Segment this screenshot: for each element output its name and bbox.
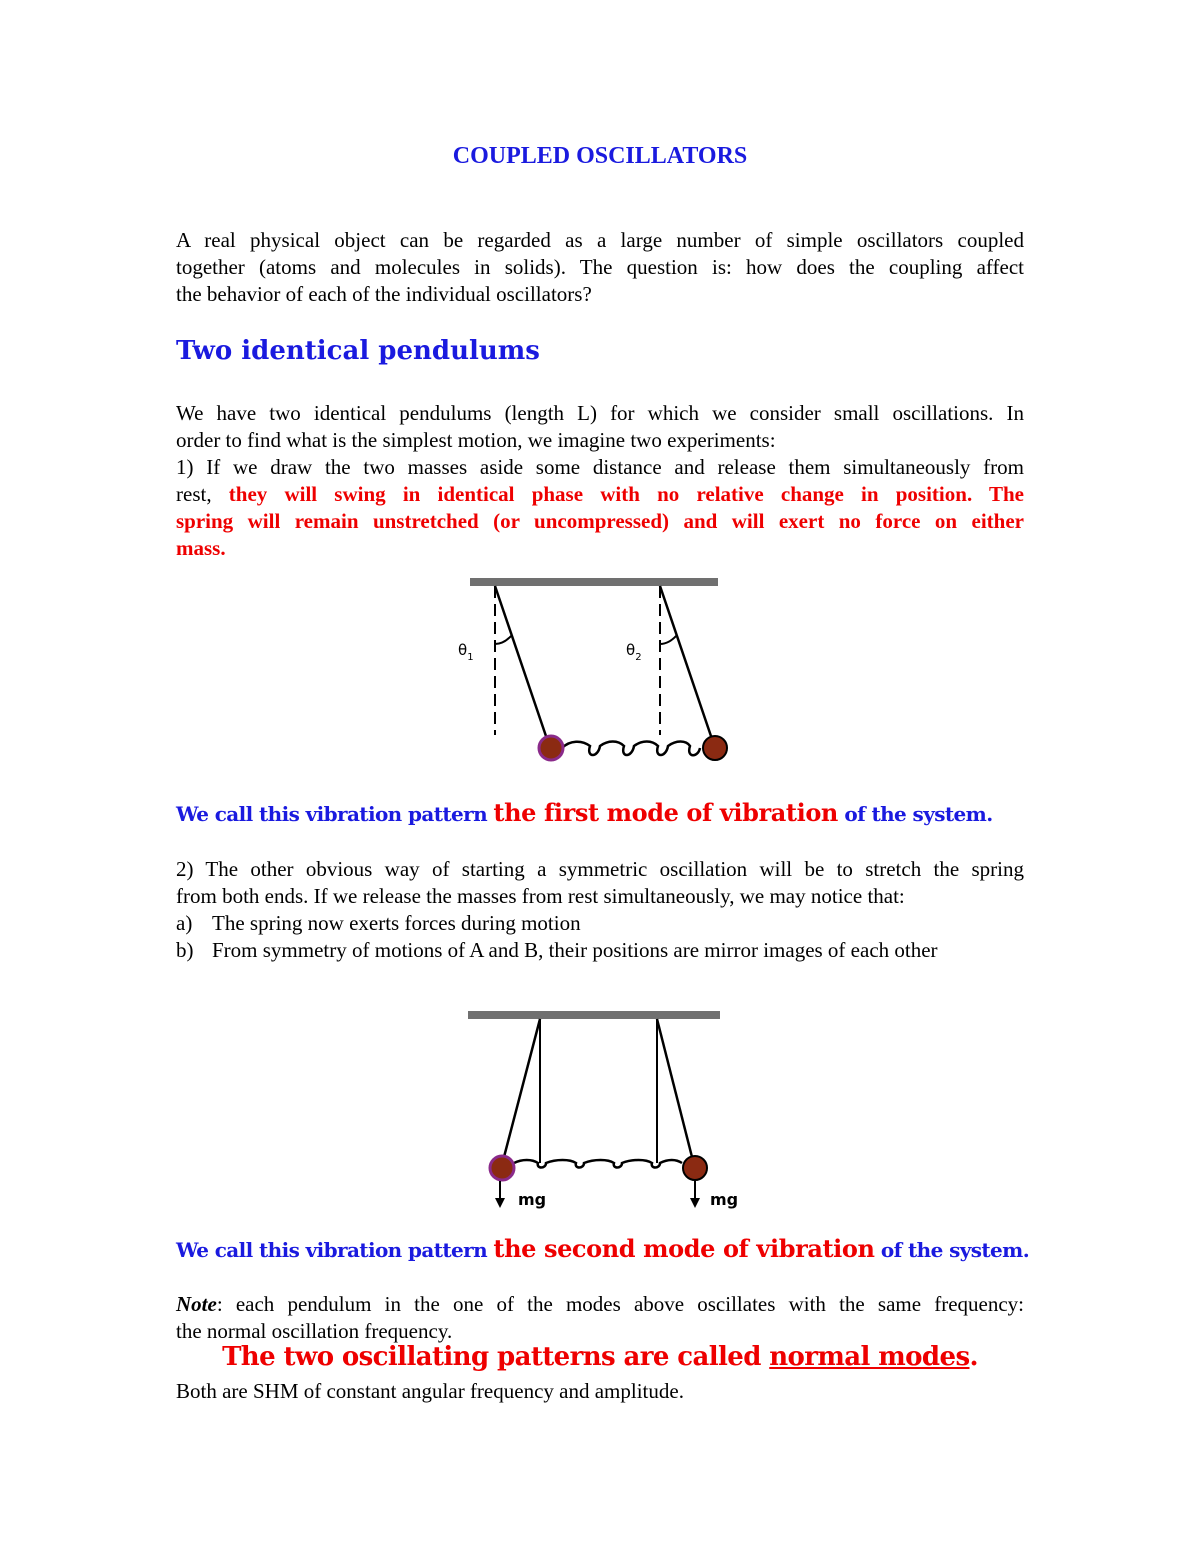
note-text-1: : each pendulum in the one of the modes above oscillates with the same frequency: — [216, 1292, 1024, 1316]
section-heading: Two identical pendulums — [176, 336, 540, 366]
exp1-line-2 — [176, 481, 1024, 508]
caption1-highlight: the first mode of vibration — [493, 798, 838, 827]
right-mg-label: mg — [710, 1190, 739, 1209]
exp1-line-1: 1) If we draw the two masses aside some distance and release them simultaneously from — [176, 455, 1024, 479]
normal-modes-statement — [0, 1342, 1200, 1372]
final-line: Both are SHM of constant angular frequency and amplitude. — [176, 1379, 684, 1403]
note-line-1 — [176, 1291, 1024, 1318]
para1-line-1: We have two identical pendulums (length L) for which we consider small oscillations. In — [176, 401, 1024, 425]
list-item — [176, 937, 1024, 964]
left-mass — [490, 1156, 514, 1180]
exp1-line-2-black: rest, — [176, 482, 229, 506]
list-text: The spring now exerts forces during motion — [212, 911, 581, 935]
exp1-line-3-red: spring will remain unstretched (or uncompressed) and will exert no force on either — [176, 509, 1024, 533]
intro-paragraph — [176, 227, 1024, 308]
experiment-2-list — [176, 910, 1024, 964]
exp1-line-4-red: mass. — [176, 536, 226, 560]
intro-line-1: A real physical object can be regarded as a large number of simple oscillators coupled — [176, 228, 1024, 252]
experiment-intro-paragraph — [176, 400, 1024, 562]
list-marker: a) — [176, 911, 193, 935]
coil-spring — [562, 742, 700, 756]
note-line-2: the normal oscillation frequency. — [176, 1319, 453, 1343]
caption2-post: of the system. — [874, 1238, 1030, 1262]
right-weight-arrowhead — [690, 1198, 700, 1208]
right-mass — [703, 736, 727, 760]
left-weight-arrowhead — [495, 1198, 505, 1208]
caption2-pre: We call this vibration pattern — [176, 1238, 494, 1262]
exp2-line-2: from both ends. If we release the masses from rest simultaneously, we may notice that: — [176, 884, 905, 908]
right-mass — [683, 1156, 707, 1180]
theta2-arc — [660, 635, 677, 644]
normal-modes-term: normal modes — [769, 1342, 970, 1372]
left-mg-label: mg — [518, 1190, 547, 1209]
note-paragraph — [176, 1291, 1024, 1345]
caption2-highlight: the second mode of vibration — [493, 1234, 875, 1263]
document-title: COUPLED OSCILLATORS — [452, 143, 748, 169]
left-mass — [539, 736, 563, 760]
second-mode-caption — [176, 1234, 1029, 1263]
left-pendulum-string — [495, 586, 548, 742]
list-text: From symmetry of motions of A and B, their positions are mirror images of each other — [212, 938, 938, 962]
exp2-line-1: 2) The other obvious way of starting a symmetric oscillation will be to stretch the spring — [176, 857, 1024, 881]
experiment-2-paragraph — [176, 856, 1024, 910]
right-pendulum-string — [657, 1019, 692, 1157]
para1-line-2: order to find what is the simplest motion, we imagine two experiments: — [176, 428, 776, 452]
normal-modes-pre: The two oscillating patterns are called — [222, 1342, 770, 1372]
list-item — [176, 910, 1024, 937]
exp1-line-2-red: they will swing in identical phase with no relative change in position. The — [228, 482, 1024, 506]
first-mode-caption — [176, 798, 993, 827]
caption1-pre: We call this vibration pattern — [176, 802, 494, 826]
theta1-label: $\theta_1$ — [458, 641, 474, 663]
caption1-post: of the system. — [838, 802, 993, 826]
intro-line-3: the behavior of each of the individual oscillators? — [176, 282, 592, 306]
theta2-label: $\theta_2$ — [626, 641, 642, 663]
normal-modes-post: . — [969, 1342, 978, 1372]
right-pendulum-string — [660, 586, 713, 742]
second-mode-figure — [460, 1005, 750, 1217]
ceiling-bar — [468, 1011, 720, 1019]
intro-line-2: together (atoms and molecules in solids). The question is: how does the coupling affect — [176, 255, 1024, 279]
theta1-arc — [495, 635, 512, 644]
first-mode-figure — [440, 570, 740, 770]
note-label: Note — [176, 1292, 217, 1316]
list-marker: b) — [176, 938, 194, 962]
left-pendulum-string — [504, 1019, 540, 1157]
ceiling-bar — [470, 578, 718, 586]
